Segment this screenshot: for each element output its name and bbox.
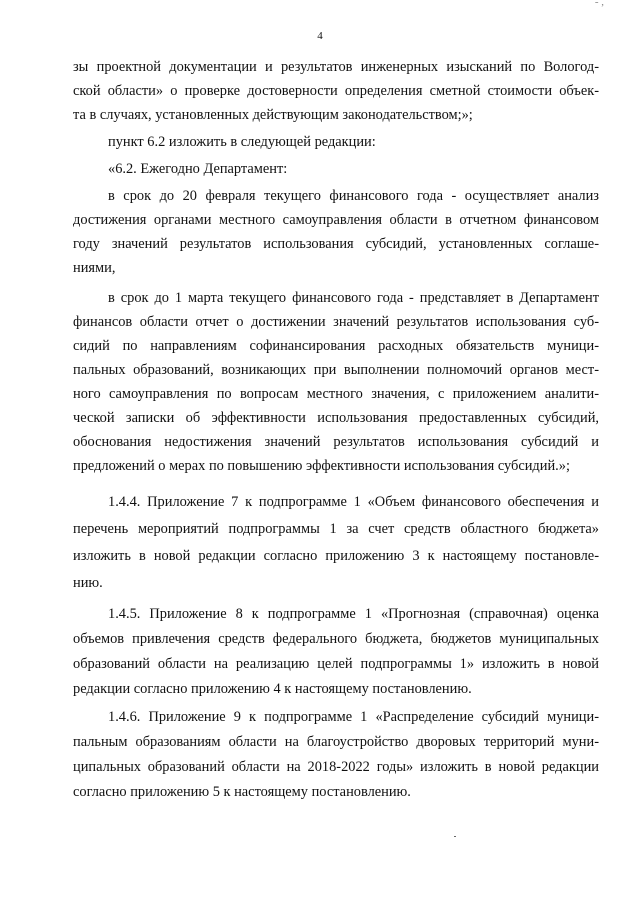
text-line: ской области» о проверке достоверности определения сметной стоимости объек- (73, 83, 599, 99)
text-line: пальным образованиям области на благоустройство дворовых территорий муни- (73, 734, 599, 750)
text-line: ного самоуправления по вопросам местного значения, с приложением аналити- (73, 386, 599, 402)
text-line: предложений о мерах по повышению эффективности использования субсидий.»; (73, 458, 570, 474)
text-line: в срок до 20 февраля текущего финансового года - осуществляет анализ (108, 188, 599, 204)
text-line: 1.4.6. Приложение 9 к подпрограмме 1 «Распределение субсидий муници- (108, 709, 599, 725)
text-line: редакции согласно приложению 4 к настоящему постановлению. (73, 681, 472, 697)
text-line: ниями, (73, 260, 116, 276)
text-line: достижения органами местного самоуправления области в отчетном финансовом (73, 212, 599, 228)
text-line: ципальных образований области на 2018-2022 годы» изложить в новой редакции (73, 759, 599, 775)
text-line: та в случаях, установленных действующим законодательством;»; (73, 107, 473, 123)
text-line: сидий по направлениям софинансирования расходных обязательств муници- (73, 338, 599, 354)
text-line: согласно приложению 5 к настоящему постановлению. (73, 784, 411, 800)
text-line: перечень мероприятий подпрограммы 1 за счет средств областного бюджета» (73, 521, 599, 537)
text-line: объемов привлечения средств федерального бюджета, бюджетов муниципальных (73, 631, 599, 647)
scan-corner-mark: - , (594, 0, 604, 8)
text-line: ческой записки об эффективности использования предоставленных субсидий, (73, 410, 599, 426)
scan-speck (454, 836, 456, 837)
text-line: 1.4.4. Приложение 7 к подпрограмме 1 «Объем финансового обеспечения и (108, 494, 599, 510)
text-line: «6.2. Ежегодно Департамент: (108, 161, 288, 177)
text-line: образований области на реализацию целей подпрограммы 1» изложить в новой (73, 656, 599, 672)
text-line: финансов области отчет о достижении значений результатов использования суб- (73, 314, 599, 330)
text-line: обоснования недостижения значений результатов использования субсидий и (73, 434, 599, 450)
text-line: нию. (73, 575, 103, 591)
text-line: году значений результатов использования субсидий, установленных соглаше- (73, 236, 599, 252)
text-line: в срок до 1 марта текущего финансового года - представляет в Департамент (108, 290, 599, 306)
text-line: пальных образований, возникающих при выполнении полномочий органов мест- (73, 362, 599, 378)
text-line: пункт 6.2 изложить в следующей редакции: (108, 134, 376, 150)
text-line: изложить в новой редакции согласно приложению 3 к настоящему постановле- (73, 548, 599, 564)
text-line: 1.4.5. Приложение 8 к подпрограмме 1 «Прогнозная (справочная) оценка (108, 606, 599, 622)
text-line: зы проектной документации и результатов инженерных изысканий по Вологод- (73, 59, 599, 75)
page-number: 4 (317, 30, 323, 42)
